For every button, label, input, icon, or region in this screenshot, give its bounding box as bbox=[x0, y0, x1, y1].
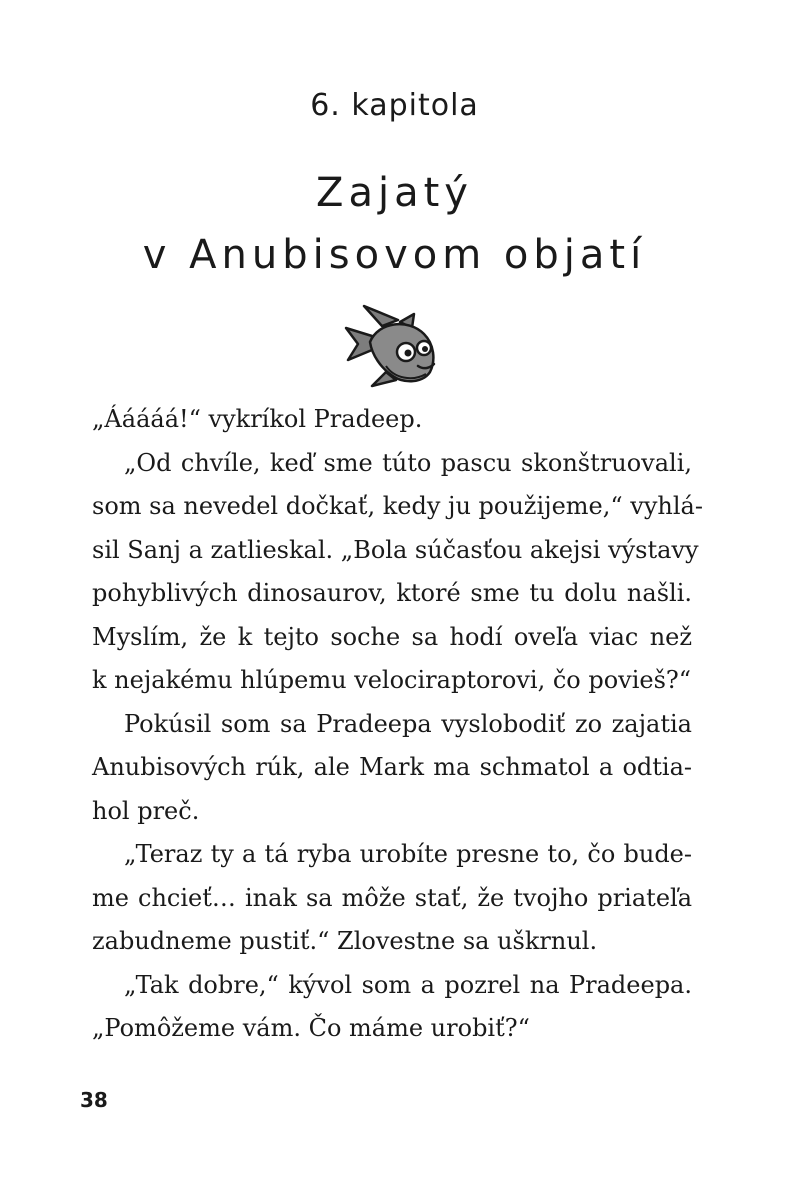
text-line: „Tak dobre,“ kývol som a pozrel na Pradeepa. bbox=[124, 970, 692, 999]
chapter-title-line-2: v Anubisovom objatí bbox=[142, 232, 647, 278]
chapter-label: 6. kapitola bbox=[310, 88, 479, 123]
text-line: zabudneme pustiť.“ Zlovestne sa uškrnul. bbox=[92, 927, 598, 955]
text-line: pohyblivých dinosaurov, ktoré sme tu dolu našli. bbox=[92, 579, 692, 607]
page-number: 38 bbox=[80, 1088, 108, 1112]
chapter-title-line-1: Zajatý bbox=[316, 170, 473, 216]
text-line: „Od chvíle, keď sme túto pascu skonštruovali, bbox=[124, 448, 692, 477]
text-line: „Teraz ty a tá ryba urobíte presne to, čo bude- bbox=[124, 840, 692, 868]
text-line: som sa nevedel dočkať, kedy ju použijeme,“ vyhlá- bbox=[92, 492, 703, 520]
text-line: Anubisových rúk, ale Mark ma schmatol a odtia- bbox=[92, 753, 692, 781]
text-line: hol preč. bbox=[92, 796, 200, 825]
text-line: „Pomôžeme vám. Čo máme urobiť?“ bbox=[92, 1014, 530, 1042]
text-line: k nejakému hlúpemu velociraptorovi, čo povieš?“ bbox=[92, 666, 692, 694]
text-line: „Ááááá!“ vykríkol Pradeep. bbox=[92, 405, 423, 433]
text-line: Pokúsil som sa Pradeepa vyslobodiť zo zajatia bbox=[124, 709, 692, 738]
text-line: sil Sanj a zatlieskal. „Bola súčasťou akejsi výstavy bbox=[92, 535, 699, 564]
fish-icon bbox=[342, 300, 442, 390]
text-line: Myslím, že k tejto soche sa hodí oveľa viac než bbox=[92, 622, 692, 651]
text-line: me chcieť… inak sa môže stať, že tvojho priateľa bbox=[92, 883, 692, 912]
body-text bbox=[92, 398, 703, 1051]
